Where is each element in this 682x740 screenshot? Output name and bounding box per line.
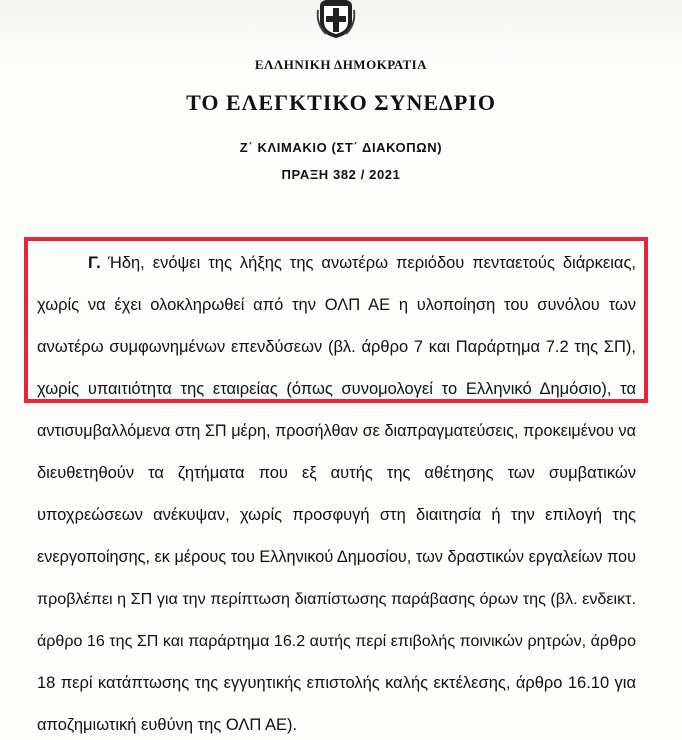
- paragraph-marker: Γ.: [88, 254, 101, 272]
- body-line: υποχρεώσεων ανέκυψαν, χωρίς προσφυγή στη διαιτησία ή την επιλογή της: [37, 506, 636, 524]
- body-line: χωρίς υπαιτιότητα της εταιρείας (όπως συνομολογεί το Ελληνικό Δημόσιο), τα: [37, 380, 636, 398]
- body-line: άρθρο 16 της ΣΠ και παράρτημα 16.2 αυτής περί επιβολής ποινικών ρητρών, άρθρο: [37, 632, 636, 650]
- body-line: ενεργοποίησης, εκ μέρους του Ελληνικού Δημοσίου, των δραστικών εργαλείων που: [37, 548, 636, 566]
- body-line: αποζημιωτική ευθύνη της ΟΛΠ ΑΕ).: [37, 716, 298, 734]
- body-line: 18 περί κατάπτωσης της εγγυητικής επιστολής καλής εκτέλεσης, άρθρο 16.10 για: [37, 674, 636, 692]
- body-line: διευθετηθούν τα ζητήματα που εξ αυτής της αθέτησης των συμβατικών: [37, 464, 636, 482]
- body-line: αντισυμβαλλόμενα στη ΣΠ μέρη, προσήλθαν σε διαπραγματεύσεις, προκειμένου να: [37, 422, 636, 440]
- body-line: ανωτέρω συμφωνημένων επενδύσεων (βλ. άρθρο 7 και Παράρτημα 7.2 της ΣΠ),: [37, 338, 636, 356]
- body-line: προβλέπει η ΣΠ για την περίπτωση διαπίστωσης παράβασης όρων της (βλ. ενδεικτ.: [37, 590, 636, 608]
- body-line-text: Ήδη, ενόψει της λήξης της ανωτέρω περιόδου πενταετούς διάρκειας,: [108, 254, 636, 272]
- act-number: ΠΡΑΞΗ 382 / 2021: [281, 167, 401, 182]
- chamber-subtitle: Ζ΄ ΚΛΙΜΑΚΙΟ (ΣΤ΄ ΔΙΑΚΟΠΩΝ): [239, 140, 443, 155]
- body-line: χωρίς να έχει ολοκληρωθεί από την ΟΛΠ ΑΕ η υλοποίηση του συνόλου των: [37, 296, 636, 314]
- republic-heading: ΕΛΛΗΝΙΚΗ ΔΗΜΟΚΡΑΤΙΑ: [254, 57, 428, 72]
- highlight-box: [24, 237, 648, 403]
- court-title: ΤΟ ΕΛΕΓΚΤΙΚΟ ΣΥΝΕΔΡΙΟ: [186, 90, 496, 115]
- coat-of-arms-icon: [316, 0, 356, 38]
